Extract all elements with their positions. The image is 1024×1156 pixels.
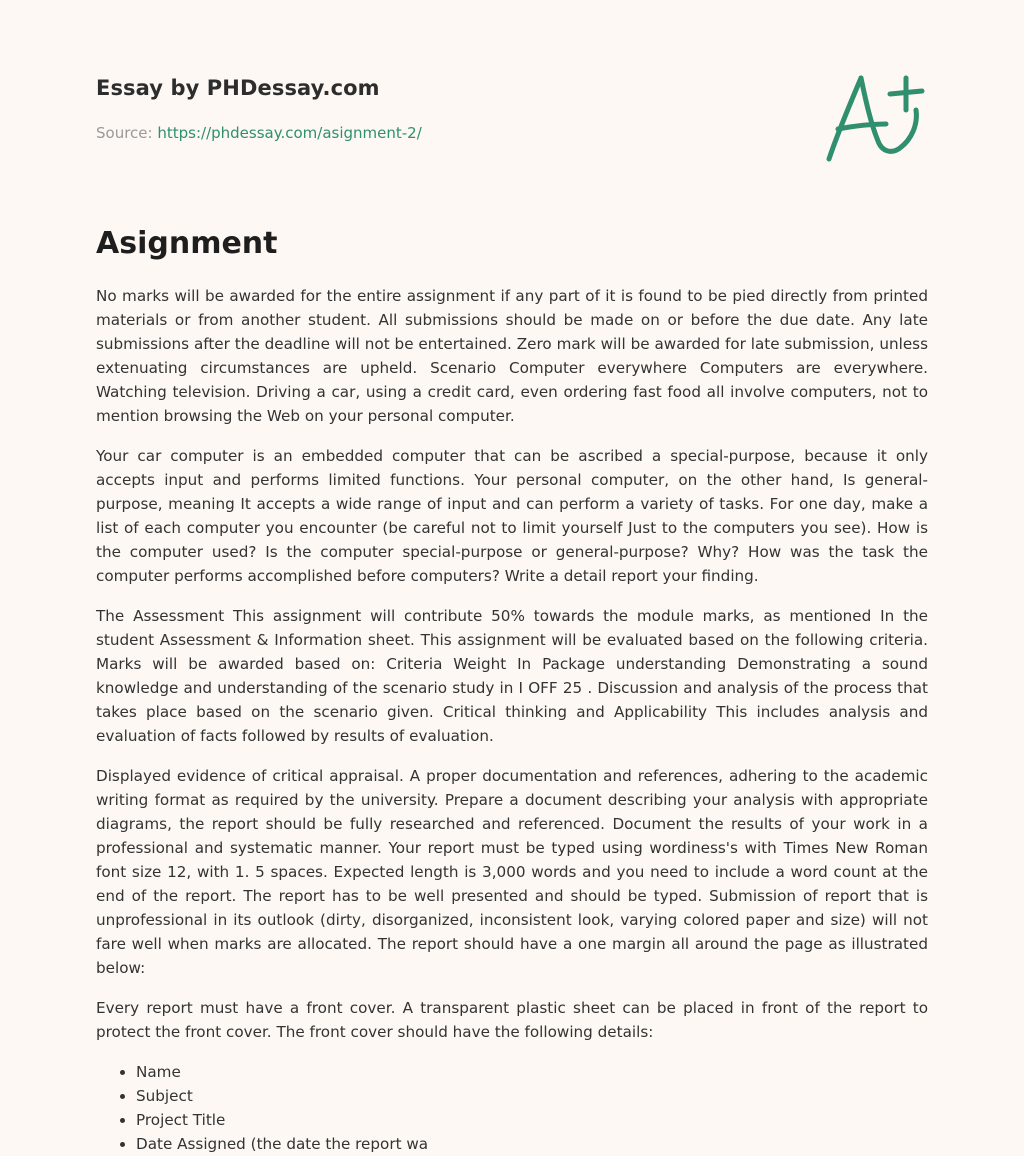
essay-paragraph: The Assessment This assignment will contribute 50% towards the module marks, as mentioned In the student Assessment & Information sheet. This assignment will be evaluated based on the following criteria. Marks will be awarded based on: Criteria Weight In Package understanding Demonstrating a sound knowledge and understanding of the scenario study in I OFF 25 . Discussion and analysis of the process that takes place based on the scenario given. Critical thinking and Applicability This includes analysis and evaluation of facts followed by results of evaluation. [96,607,928,745]
source-line [96,124,422,142]
essay-paragraph: Displayed evidence of critical appraisal. A proper documentation and references, adhering to the academic writing format as required by the university. Prepare a document describing your analysis with appropriate diagrams, the report should be fully researched and referenced. Document the results of your work in a professional and systematic manner. Your report must be typed using wordiness's with Times New Roman font size 12, with 1. 5 spaces. Expected length is 3,000 words and you need to include a word count at the end of the report. The report has to be well presented and should be typed. Submission of report that is unprofessional in its outlook (dirty, disorganized, inconsistent look, varying colored paper and size) will not fare well when marks are allocated. The report should have a one margin all around the page as illustrated below: [96,767,928,977]
list-item: • Date Assigned (the date the report wa [136,1132,928,1156]
list-item: • Name [136,1060,928,1084]
source-label: Source: [96,124,153,142]
site-title: Essay by PHDessay.com [96,76,380,100]
source-link[interactable]: https://phdessay.com/asignment-2/ [157,124,422,142]
front-cover-details-list [96,1060,928,1156]
list-item: • Subject [136,1084,928,1108]
essay-title: Asignment [96,226,278,261]
essay-body [96,284,928,1156]
essay-paragraph: Your car computer is an embedded computer that can be ascribed a special-purpose, because it only accepts input and performs limited functions. Your personal computer, on the other hand, Is general-purpose, meaning It accepts a wide range of input and can perform a variety of tasks. For one day, make a list of each computer you encounter (be careful not to limit yourself Just to the computers you see). How is the computer used? Is the computer special-purpose or general-purpose? Why? How was the task the computer performs accomplished before computers? Write a detail report your finding. [96,447,928,585]
essay-paragraph: No marks will be awarded for the entire assignment if any part of it is found to be pied directly from printed materials or from another student. All submissions should be made on or before the due date. Any late submissions after the deadline will not be entertained. Zero mark will be awarded for late submission, unless extenuating circumstances are upheld. Scenario Computer everywhere Computers are everywhere. Watching television. Driving a car, using a credit card, even ordering fast food all involve computers, not to mention browsing the Web on your personal computer. [96,287,928,425]
list-item: • Project Title [136,1108,928,1132]
a-plus-logo-icon [820,66,930,166]
essay-paragraph: Every report must have a front cover. A transparent plastic sheet can be placed in front of the report to protect the front cover. The front cover should have the following details: [96,999,928,1041]
